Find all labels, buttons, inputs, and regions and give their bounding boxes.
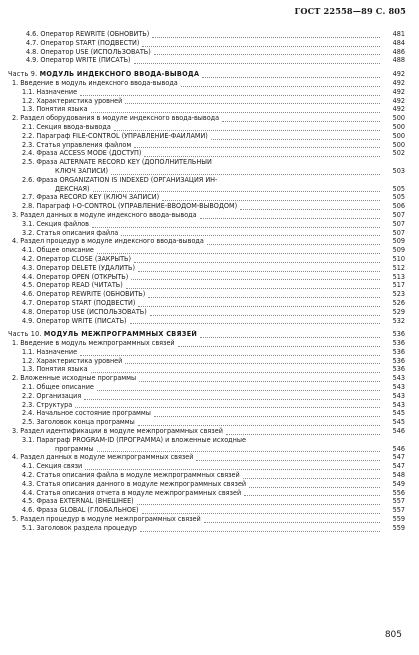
toc-entry bbox=[8, 453, 405, 462]
toc-leader-dots bbox=[226, 432, 380, 435]
toc-leader-dots bbox=[154, 52, 380, 55]
toc-page-number: 492 bbox=[392, 95, 405, 105]
toc-page-number: 543 bbox=[392, 399, 405, 409]
toc-page-number: 546 bbox=[392, 426, 405, 436]
toc-page-number: 548 bbox=[392, 470, 405, 480]
toc-leader-dots bbox=[207, 242, 380, 245]
toc-entry-title: 5.1. Заголовок раздела процедур bbox=[22, 523, 137, 532]
toc-page-number: 532 bbox=[392, 315, 405, 325]
toc-part-heading bbox=[8, 70, 405, 79]
toc-entry bbox=[8, 436, 405, 445]
toc-leader-dots bbox=[91, 110, 380, 113]
toc-leader-dots bbox=[142, 511, 380, 514]
toc-entry bbox=[8, 524, 405, 533]
toc-entry bbox=[8, 281, 405, 290]
toc-entry-title: 2.7. Фраза RECORD KEY (КЛЮЧ ЗАПИСИ) bbox=[22, 193, 160, 202]
toc-leader-dots bbox=[97, 388, 380, 391]
toc-page-number: 557 bbox=[392, 505, 405, 515]
toc-leader-dots bbox=[144, 154, 380, 157]
toc-entry bbox=[8, 211, 405, 220]
toc-page-number: 559 bbox=[392, 522, 405, 532]
toc-leader-dots bbox=[93, 189, 380, 192]
toc-entry bbox=[8, 339, 405, 348]
toc-entry bbox=[8, 308, 405, 317]
toc-leader-dots bbox=[138, 304, 380, 307]
toc-page-number: 547 bbox=[392, 452, 405, 462]
toc-page-number: 526 bbox=[392, 297, 405, 307]
toc-leader-dots bbox=[111, 172, 380, 175]
toc-entry-title: 2. Раздел оборудования в модуле индексного ввода-вывода bbox=[12, 114, 220, 123]
toc-entry-title: 2.5. Фраза ALTERNATE RECORD KEY (ДОПОЛНИТЕЛЬНЫЙ bbox=[22, 158, 212, 167]
toc-page-number: 536 bbox=[392, 338, 405, 348]
toc-entry-title: 1. Введение в модуль индексного ввода-вывода bbox=[12, 78, 178, 87]
toc-entry bbox=[8, 202, 405, 211]
toc-entry-title: 3.1. Параграф PROGRAM-ID (ПРОГРАММА) и вложенные исходные bbox=[22, 435, 246, 444]
toc-entry bbox=[8, 497, 405, 506]
toc-entry bbox=[8, 246, 405, 255]
toc-entry bbox=[8, 317, 405, 326]
toc-page-number: 543 bbox=[392, 382, 405, 392]
toc-entry-title: Часть 9. МОДУЛЬ ИНДЕКСНОГО ВВОДА-ВЫВОДА bbox=[8, 70, 200, 79]
toc-leader-dots bbox=[75, 405, 380, 408]
page-number: 805 bbox=[384, 630, 402, 640]
toc-entry-title: 4.2. Оператор CLOSE (ЗАКРЫТЬ) bbox=[22, 254, 132, 263]
toc-entry bbox=[8, 123, 405, 132]
toc-page-number: 529 bbox=[392, 306, 405, 316]
toc-leader-dots bbox=[152, 35, 380, 38]
toc-entry-title: 4.9. Оператор WRITE (ПИСАТЬ) bbox=[22, 316, 127, 325]
toc-page-number: 500 bbox=[392, 130, 405, 140]
toc-entry bbox=[8, 105, 405, 114]
toc-entry-title: 1.1. Назначение bbox=[22, 347, 78, 356]
toc-leader-dots bbox=[121, 233, 380, 236]
toc-entry-title: 4.5. Фраза EXTERNAL (ВНЕШНЕЕ) bbox=[22, 497, 134, 506]
toc-leader-dots bbox=[126, 286, 380, 289]
toc-entry-title: 4. Раздел данных в модуле межпрограммных связей bbox=[12, 453, 194, 462]
toc-entry-title: 2.1. Секция ввода-вывода bbox=[22, 122, 111, 131]
toc-entry bbox=[8, 220, 405, 229]
toc-page-number: 503 bbox=[392, 165, 405, 175]
toc-entry bbox=[8, 471, 405, 480]
toc-leader-dots bbox=[162, 198, 380, 201]
toc-entry bbox=[8, 409, 405, 418]
toc-entry bbox=[8, 237, 405, 246]
toc-entry-title: ДЕКСНАЯ) bbox=[55, 184, 90, 193]
toc-leader-dots bbox=[138, 269, 380, 272]
toc-entry-title: 4.1. Секция связи bbox=[22, 462, 83, 471]
toc-leader-dots bbox=[202, 75, 380, 78]
toc-page-number: 492 bbox=[392, 86, 405, 96]
toc-page-number: 510 bbox=[392, 253, 405, 263]
toc-entry-title: 2.2. Организация bbox=[22, 391, 82, 400]
toc-entry-title: 4.6. Оператор REWRITE (ОБНОВИТЬ) bbox=[22, 290, 146, 299]
toc-entry bbox=[8, 264, 405, 273]
toc-entry bbox=[8, 30, 405, 39]
page-header: ГОСТ 22558—89 С. 805 bbox=[294, 6, 406, 16]
toc-page-number: 536 bbox=[392, 364, 405, 374]
toc-entry bbox=[8, 193, 405, 202]
toc-leader-dots bbox=[240, 207, 380, 210]
toc-leader-dots bbox=[134, 145, 380, 148]
toc-entry-title: 5. Раздел процедур в модуле межпрограммных связей bbox=[12, 515, 201, 524]
toc-page-number: 536 bbox=[392, 355, 405, 365]
toc-leader-dots bbox=[130, 321, 380, 324]
toc-leader-dots bbox=[222, 119, 380, 122]
toc-page-number: 506 bbox=[392, 201, 405, 211]
toc-entry bbox=[8, 506, 405, 515]
toc-entry-title: 2.2. Параграф FILE-CONTROL (УПРАВЛЕНИЕ-ФАЙЛАМИ) bbox=[22, 131, 208, 140]
toc-page-number: 509 bbox=[392, 245, 405, 255]
toc-entry-title: 1.2. Характеристика уровней bbox=[22, 356, 123, 365]
toc-entry bbox=[8, 229, 405, 238]
toc-page-number: 507 bbox=[392, 218, 405, 228]
toc-entry-title: 2.1. Общее описание bbox=[22, 383, 94, 392]
toc-entry bbox=[8, 149, 405, 158]
toc-entry bbox=[8, 401, 405, 410]
toc-entry-title: 1.3. Понятия языка bbox=[22, 365, 88, 374]
toc-page-number: 557 bbox=[392, 496, 405, 506]
toc-leader-dots bbox=[125, 101, 380, 104]
toc-entry-title: 1. Введение в модуль межпрограммных связей bbox=[12, 339, 175, 348]
toc-page-number: 546 bbox=[392, 443, 405, 453]
toc-entry bbox=[8, 348, 405, 357]
toc-page-number: 512 bbox=[392, 262, 405, 272]
toc-leader-dots bbox=[249, 485, 380, 488]
toc-page-number: 486 bbox=[392, 46, 405, 56]
toc-page-number: 509 bbox=[392, 236, 405, 246]
toc-leader-dots bbox=[84, 397, 380, 400]
toc-entry-title: 4.4. Оператор OPEN (ОТКРЫТЬ) bbox=[22, 272, 129, 281]
toc-entry-title: 4.6. Фраза GLOBAL (ГЛОБАЛЬНОЕ) bbox=[22, 506, 139, 515]
toc-leader-dots bbox=[139, 379, 380, 382]
toc-entry-title: 4.8. Оператор USE (ИСПОЛЬЗОВАТЬ) bbox=[22, 307, 147, 316]
toc-leader-dots bbox=[215, 164, 380, 166]
toc-entry-title: 4.1. Общее описание bbox=[22, 246, 94, 255]
toc-leader-dots bbox=[204, 520, 380, 523]
toc-entry bbox=[8, 365, 405, 374]
toc-entry-title: 3.1. Секция файлов bbox=[22, 219, 89, 228]
toc-entry-title: 2.4. Начальное состояние программы bbox=[22, 409, 151, 418]
toc-entry bbox=[8, 176, 405, 185]
toc-entry bbox=[8, 185, 405, 194]
toc-entry-title: 4.7. Оператор START (ПОДВЕСТИ) bbox=[22, 298, 136, 307]
toc-page-number: 559 bbox=[392, 514, 405, 524]
toc-leader-dots bbox=[91, 370, 380, 373]
toc-entry-title: КЛЮЧ ЗАПИСИ) bbox=[55, 166, 109, 175]
toc-entry bbox=[8, 88, 405, 97]
toc-entry-title: 4.3. Статья описания данного в модуле межпрограммных связей bbox=[22, 479, 247, 488]
toc-entry-title: 1.3. Понятия языка bbox=[22, 105, 88, 114]
toc-entry bbox=[8, 445, 405, 454]
toc-page-number: 502 bbox=[392, 148, 405, 158]
toc-entry-title: Часть 10. МОДУЛЬ МЕЖПРОГРАММНЫХ СВЯЗЕЙ bbox=[8, 330, 198, 339]
toc-page-number: 484 bbox=[392, 37, 405, 47]
toc-page-number: 492 bbox=[392, 69, 405, 79]
toc-page-number: 488 bbox=[392, 55, 405, 65]
toc-leader-dots bbox=[181, 84, 380, 87]
toc-entry bbox=[8, 290, 405, 299]
toc-leader-dots bbox=[125, 361, 380, 364]
toc-entry-title: 3.2. Статья описания файла bbox=[22, 228, 119, 237]
toc-leader-dots bbox=[134, 61, 380, 64]
toc-entry-title: 1.2. Характеристика уровней bbox=[22, 96, 123, 105]
toc-entry bbox=[8, 56, 405, 65]
toc-page-number: 500 bbox=[392, 113, 405, 123]
toc-entry-title: 2.5. Заголовок конца программы bbox=[22, 418, 135, 427]
toc-entry-title: 3. Раздел данных в модуле индексного ввода-вывода bbox=[12, 210, 197, 219]
toc-entry bbox=[8, 480, 405, 489]
toc-entry bbox=[8, 114, 405, 123]
toc-page-number: 517 bbox=[392, 280, 405, 290]
toc-page-number: 536 bbox=[392, 346, 405, 356]
toc-entry-title: 2. Вложенные исходные программы bbox=[12, 374, 137, 383]
toc-leader-dots bbox=[137, 502, 380, 505]
toc-leader-dots bbox=[138, 423, 380, 426]
toc-entry bbox=[8, 79, 405, 88]
toc-leader-dots bbox=[211, 137, 380, 140]
table-of-contents bbox=[8, 30, 405, 533]
toc-entry bbox=[8, 167, 405, 176]
toc-leader-dots bbox=[92, 225, 380, 228]
toc-page-number: 547 bbox=[392, 461, 405, 471]
toc-entry-title: 4.6. Оператор REWRITE (ОБНОВИТЬ) bbox=[26, 30, 150, 38]
toc-entry bbox=[8, 299, 405, 308]
toc-leader-dots bbox=[178, 344, 380, 347]
toc-entry bbox=[8, 158, 405, 167]
toc-leader-dots bbox=[80, 353, 380, 356]
toc-entry-title: 4.8. Оператор USE (ИСПОЛЬЗОВАТЬ) bbox=[26, 47, 151, 56]
toc-leader-dots bbox=[200, 216, 380, 219]
toc-leader-dots bbox=[97, 251, 380, 254]
toc-entry bbox=[8, 141, 405, 150]
toc-page-number: 505 bbox=[392, 183, 405, 193]
toc-leader-dots bbox=[131, 277, 380, 280]
toc-page-number: 536 bbox=[392, 329, 405, 339]
toc-entry-title: программы bbox=[55, 444, 94, 453]
toc-entry bbox=[8, 489, 405, 498]
toc-entry-title: 4. Раздел процедур в модуле индексного ввода-вывода bbox=[12, 237, 204, 246]
toc-entry bbox=[8, 392, 405, 401]
toc-leader-dots bbox=[134, 260, 380, 263]
toc-page-number: 549 bbox=[392, 478, 405, 488]
toc-leader-dots bbox=[196, 458, 380, 461]
toc-entry-title: 4.7. Оператор START (ПОДВЕСТИ) bbox=[26, 38, 140, 47]
toc-entry bbox=[8, 48, 405, 57]
toc-entry-title: 2.3. Статья управления файлом bbox=[22, 140, 132, 149]
toc-page-number: 543 bbox=[392, 390, 405, 400]
toc-entry bbox=[8, 427, 405, 436]
toc-page-number: 492 bbox=[392, 104, 405, 114]
toc-entry-title: 4.5. Оператор READ (ЧИТАТЬ) bbox=[22, 281, 123, 290]
toc-entry-title: 4.2. Статья описания файла в модуле межпрограммных связей bbox=[22, 471, 240, 480]
toc-page-number: 507 bbox=[392, 227, 405, 237]
toc-page-number: 523 bbox=[392, 289, 405, 299]
toc-entry-title: 2.4. Фраза ACCESS MODE (ДОСТУП) bbox=[22, 149, 142, 158]
toc-leader-dots bbox=[249, 442, 380, 444]
toc-leader-dots bbox=[80, 93, 380, 96]
toc-entry bbox=[8, 273, 405, 282]
toc-entry-title: 2.8. Параграф I-O-CONTROL (УПРАВЛЕНИЕ-ВВОДОМ-ВЫВОДОМ) bbox=[22, 202, 238, 211]
toc-page-number: 481 bbox=[392, 29, 405, 38]
toc-leader-dots bbox=[85, 467, 380, 470]
toc-entry bbox=[8, 97, 405, 106]
toc-entry-title: 2.6. Фраза ORGANIZATION IS INDEXED (ОРГАНИЗАЦИЯ ИН- bbox=[22, 175, 218, 184]
toc-leader-dots bbox=[114, 128, 380, 131]
toc-page-number: 545 bbox=[392, 417, 405, 427]
toc-entry bbox=[8, 418, 405, 427]
toc-entry-title: 4.3. Оператор DELETE (УДАЛИТЬ) bbox=[22, 263, 136, 272]
toc-entry bbox=[8, 357, 405, 366]
toc-entry bbox=[8, 515, 405, 524]
toc-entry-title: 4.4. Статья описания отчета в модуле межпрограммных связей bbox=[22, 488, 242, 497]
toc-page-number: 545 bbox=[392, 408, 405, 418]
toc-entry-title: 3. Раздел идентификации в модуле межпрограммных связей bbox=[12, 427, 223, 436]
toc-part-heading bbox=[8, 330, 405, 339]
toc-entry bbox=[8, 39, 405, 48]
toc-leader-dots bbox=[200, 335, 380, 338]
toc-page-number: 556 bbox=[392, 487, 405, 497]
toc-entry-title: 4.9. Оператор WRITE (ПИСАТЬ) bbox=[26, 56, 131, 65]
toc-page-number: 505 bbox=[392, 192, 405, 202]
toc-leader-dots bbox=[220, 182, 380, 184]
toc-page-number: 543 bbox=[392, 373, 405, 383]
toc-leader-dots bbox=[244, 493, 380, 496]
toc-leader-dots bbox=[142, 44, 380, 47]
toc-leader-dots bbox=[243, 476, 380, 479]
toc-leader-dots bbox=[150, 313, 380, 316]
toc-leader-dots bbox=[154, 414, 380, 417]
toc-leader-dots bbox=[97, 449, 380, 452]
toc-entry-title: 1.1. Назначение bbox=[22, 87, 78, 96]
toc-entry bbox=[8, 255, 405, 264]
toc-entry-title: 2.3. Структура bbox=[22, 400, 73, 409]
toc-page-number: 492 bbox=[392, 77, 405, 87]
toc-page-number: 507 bbox=[392, 209, 405, 219]
toc-page-number: 500 bbox=[392, 139, 405, 149]
toc-entry bbox=[8, 462, 405, 471]
toc-entry bbox=[8, 132, 405, 141]
toc-leader-dots bbox=[140, 529, 380, 532]
toc-page-number: 500 bbox=[392, 121, 405, 131]
toc-page-number: 513 bbox=[392, 271, 405, 281]
toc-entry bbox=[8, 383, 405, 392]
toc-entry bbox=[8, 374, 405, 383]
toc-leader-dots bbox=[148, 295, 380, 298]
